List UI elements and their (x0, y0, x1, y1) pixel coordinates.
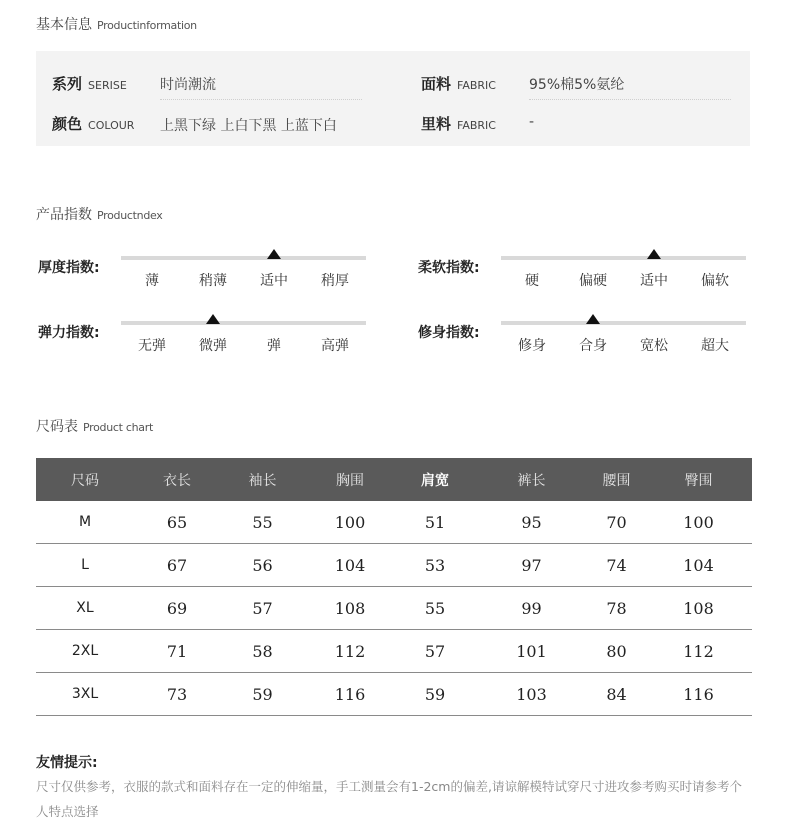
size-table-header-cell: 裤长 (475, 458, 588, 501)
info-label-lining (421, 113, 496, 134)
index-option: 适中 (260, 273, 288, 289)
info-label-series-cn: 系列 (52, 75, 83, 93)
index-marker-icon (206, 314, 220, 324)
measure-cell: 116 (305, 673, 395, 716)
size-cell: 3XL (36, 673, 134, 716)
index-option: 修身 (518, 338, 546, 354)
measure-cell: 74 (588, 544, 645, 587)
info-label-fabric-cn: 面料 (421, 75, 452, 93)
measure-cell: 108 (645, 587, 752, 630)
measure-cell: 104 (305, 544, 395, 587)
info-value-colour: 上黑下绿 上白下黑 上蓝下白 (160, 118, 337, 134)
product-index-title-en: Productndex (97, 209, 163, 222)
measure-cell: 73 (134, 673, 220, 716)
measure-cell: 112 (645, 630, 752, 673)
table-row (36, 630, 752, 673)
index-option: 稍薄 (199, 273, 227, 289)
size-table-header-cell: 袖长 (220, 458, 305, 501)
measure-cell: 55 (220, 501, 305, 544)
index-option: 无弹 (138, 338, 166, 354)
product-index-title (36, 204, 163, 224)
size-cell: 2XL (36, 630, 134, 673)
index-marker-icon (267, 249, 281, 259)
index-option: 弹 (267, 338, 281, 354)
measure-cell: 57 (395, 630, 475, 673)
index-marker-icon (586, 314, 600, 324)
index-track (501, 321, 746, 325)
measure-cell: 80 (588, 630, 645, 673)
index-label: 弹力指数: (38, 325, 100, 341)
measure-cell: 55 (395, 587, 475, 630)
index-label: 柔软指数: (418, 260, 480, 276)
info-label-colour-en: COLOUR (88, 119, 135, 132)
size-table (36, 458, 752, 716)
basic-info-title (36, 14, 197, 34)
measure-cell: 103 (475, 673, 588, 716)
index-label: 修身指数: (418, 325, 480, 341)
basic-info-title-en: Productinformation (97, 19, 197, 32)
info-label-fabric (421, 73, 496, 94)
info-label-colour (52, 113, 134, 134)
measure-cell: 112 (305, 630, 395, 673)
measure-cell: 57 (220, 587, 305, 630)
measure-cell: 84 (588, 673, 645, 716)
index-track (121, 321, 366, 325)
index-option: 适中 (640, 273, 668, 289)
tips-body: 尺寸仅供参考，衣服的款式和面料存在一定的伸缩量，手工测量会有1-2cm的偏差,请谅解模特试穿尺寸进攻参考购买时请参考个人特点选择 (36, 779, 742, 819)
size-table-header-cell: 臀围 (645, 458, 752, 501)
index-marker-icon (647, 249, 661, 259)
product-index-title-cn: 产品指数 (36, 207, 92, 223)
table-row (36, 544, 752, 587)
measure-cell: 67 (134, 544, 220, 587)
measure-cell: 100 (645, 501, 752, 544)
size-chart-title-en: Product chart (83, 421, 153, 434)
index-option: 偏硬 (579, 273, 607, 289)
info-value-lining: - (529, 114, 535, 130)
index-option: 偏软 (701, 273, 729, 289)
basic-info-box (36, 51, 750, 146)
table-row (36, 673, 752, 716)
size-chart-title (36, 416, 153, 436)
info-label-lining-cn: 里料 (421, 115, 452, 133)
info-label-fabric-en: FABRIC (457, 79, 496, 92)
info-divider (160, 99, 362, 100)
info-label-lining-en: FABRIC (457, 119, 496, 132)
measure-cell: 58 (220, 630, 305, 673)
measure-cell: 59 (395, 673, 475, 716)
size-table-header-cell: 腰围 (588, 458, 645, 501)
index-label: 厚度指数: (38, 260, 100, 276)
measure-cell: 108 (305, 587, 395, 630)
index-option: 超大 (701, 338, 729, 354)
index-option: 薄 (145, 273, 159, 289)
index-option: 宽松 (640, 338, 668, 354)
measure-cell: 65 (134, 501, 220, 544)
info-value-fabric: 95%棉5%氨纶 (529, 77, 625, 93)
info-divider (529, 99, 731, 100)
table-row (36, 501, 752, 544)
measure-cell: 53 (395, 544, 475, 587)
index-option: 合身 (579, 338, 607, 354)
index-option: 硬 (525, 273, 539, 289)
measure-cell: 101 (475, 630, 588, 673)
measure-cell: 95 (475, 501, 588, 544)
size-table-header-row (36, 458, 752, 501)
measure-cell: 116 (645, 673, 752, 716)
measure-cell: 59 (220, 673, 305, 716)
size-table-header-cell: 衣长 (134, 458, 220, 501)
basic-info-title-cn: 基本信息 (36, 17, 92, 33)
measure-cell: 97 (475, 544, 588, 587)
size-cell: L (36, 544, 134, 587)
info-label-series-en: SERISE (88, 79, 127, 92)
measure-cell: 51 (395, 501, 475, 544)
index-option: 高弹 (321, 338, 349, 354)
info-label-series (52, 73, 127, 94)
measure-cell: 71 (134, 630, 220, 673)
index-track (501, 256, 746, 260)
measure-cell: 69 (134, 587, 220, 630)
measure-cell: 56 (220, 544, 305, 587)
index-track (121, 256, 366, 260)
measure-cell: 70 (588, 501, 645, 544)
info-value-series: 时尚潮流 (160, 77, 216, 93)
size-table-header-cell: 胸围 (305, 458, 395, 501)
measure-cell: 99 (475, 587, 588, 630)
measure-cell: 104 (645, 544, 752, 587)
size-chart-title-cn: 尺码表 (36, 419, 78, 435)
table-row (36, 587, 752, 630)
size-cell: M (36, 501, 134, 544)
index-option: 稍厚 (321, 273, 349, 289)
measure-cell: 100 (305, 501, 395, 544)
size-table-header-cell: 尺码 (36, 458, 134, 501)
measure-cell: 78 (588, 587, 645, 630)
info-label-colour-cn: 颜色 (52, 115, 83, 133)
size-table-header-cell: 肩宽 (395, 458, 475, 501)
tips-title: 友情提示: (36, 755, 98, 771)
size-cell: XL (36, 587, 134, 630)
index-option: 微弹 (199, 338, 227, 354)
